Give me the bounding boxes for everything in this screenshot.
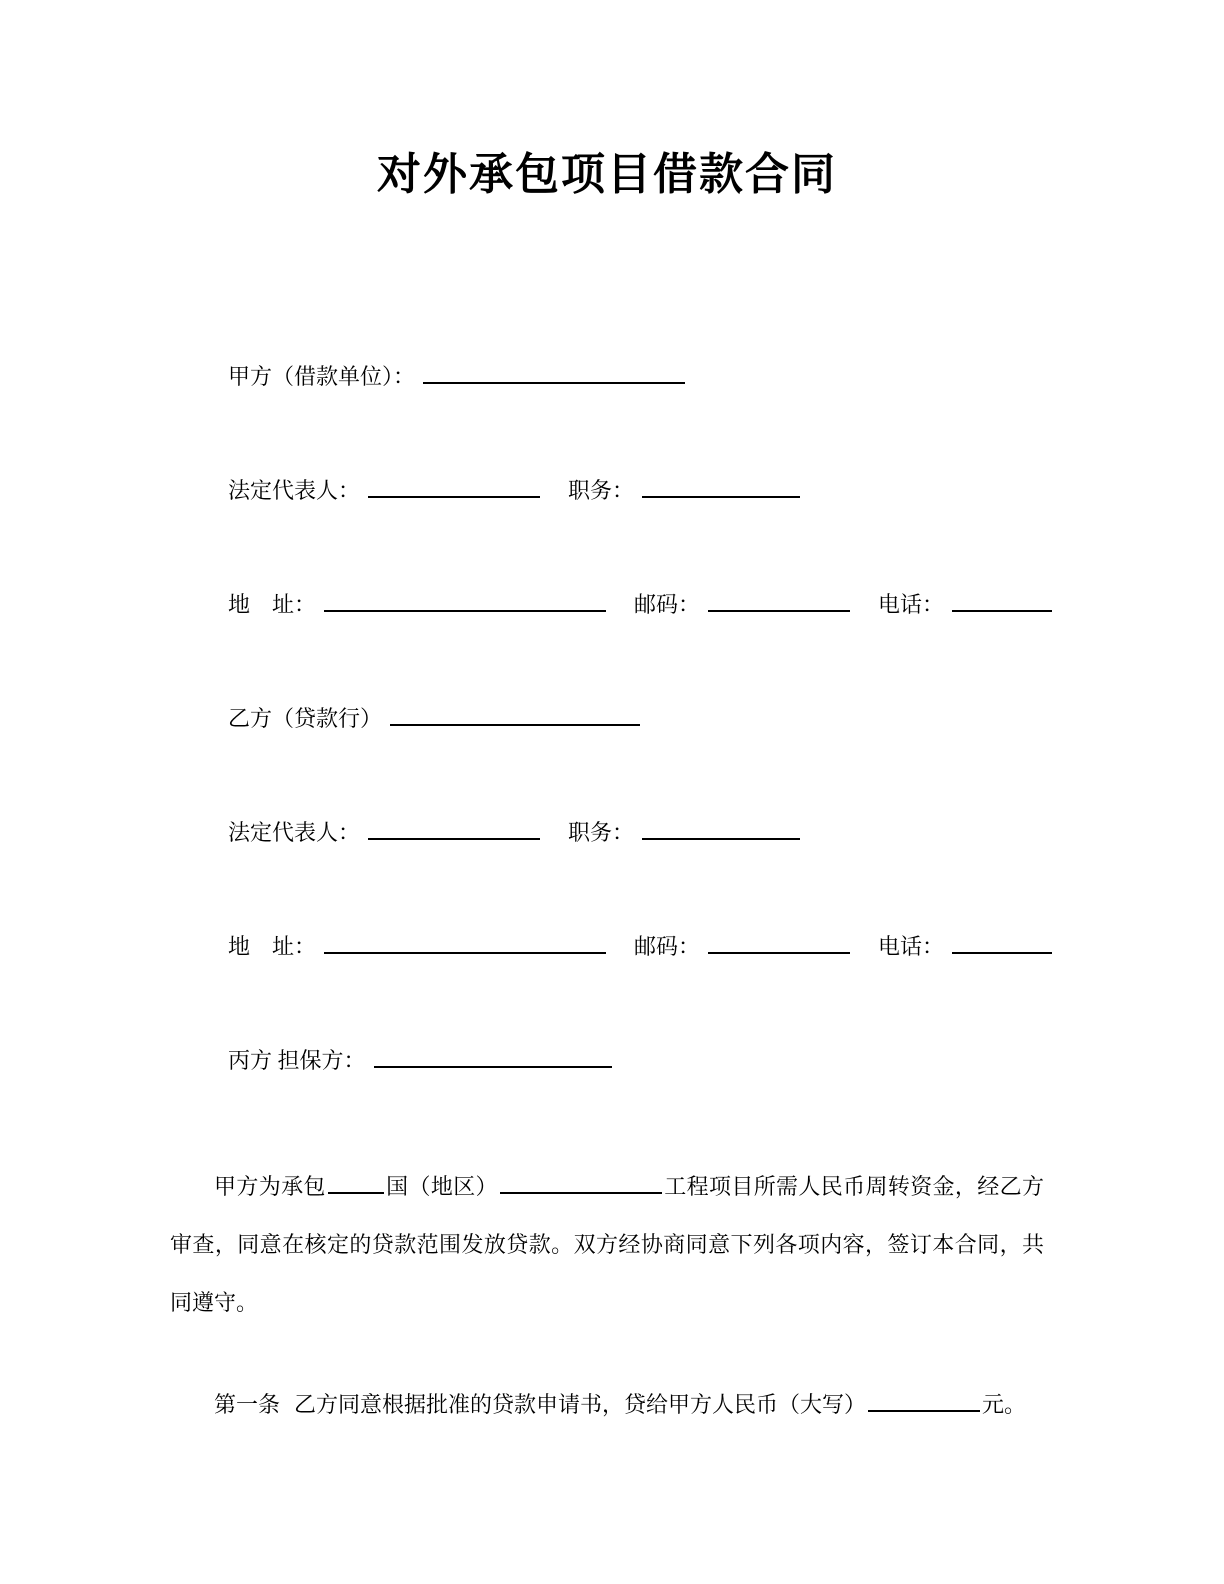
position-blank: [642, 816, 800, 840]
party-c-label: 丙方 担保方：: [228, 1048, 366, 1073]
party-b-legal-rep-row: [228, 816, 1044, 848]
position-label: 职务：: [568, 820, 635, 845]
postcode-blank: [708, 930, 850, 954]
article-1-text: 乙方同意根据批准的贷款申请书，贷给甲方人民币（大写）: [294, 1392, 867, 1417]
party-b-label: 乙方（贷款行）: [228, 706, 383, 731]
postcode-blank: [708, 588, 850, 612]
address-blank: [324, 930, 606, 954]
party-c-blank: [374, 1044, 612, 1068]
address-label: 地 址：: [228, 934, 317, 959]
country-blank: [328, 1170, 384, 1194]
intro-mid: 国（地区）: [385, 1174, 498, 1199]
intro-lead: 甲方为承包: [214, 1174, 326, 1199]
party-a-blank: [423, 360, 685, 384]
document-title: 对外承包项目借款合同: [377, 149, 837, 200]
party-a-legal-rep-row: [228, 474, 1044, 506]
article-1-suffix: 元。: [982, 1392, 1027, 1417]
intro-paragraph: [170, 1158, 1044, 1332]
party-a-label: 甲方（借款单位）：: [228, 364, 416, 389]
address-label: 地 址：: [228, 592, 317, 617]
legal-rep-blank: [368, 816, 540, 840]
legal-rep-label: 法定代表人：: [228, 820, 361, 845]
postcode-label: 邮码：: [634, 592, 701, 617]
phone-label: 电话：: [878, 934, 945, 959]
article-1-number: 第一条: [214, 1392, 281, 1417]
party-b-blank: [390, 702, 640, 726]
phone-label: 电话：: [878, 592, 945, 617]
phone-blank: [952, 588, 1052, 612]
postcode-label: 邮码：: [634, 934, 701, 959]
amount-blank: [868, 1388, 980, 1412]
position-label: 职务：: [568, 478, 635, 503]
party-b-address-row: [228, 930, 1044, 962]
region-blank: [500, 1170, 662, 1194]
position-blank: [642, 474, 800, 498]
legal-rep-blank: [368, 474, 540, 498]
party-b-row: [228, 702, 1044, 734]
party-a-address-row: [228, 588, 1044, 620]
address-blank: [324, 588, 606, 612]
party-a-row: [228, 360, 1044, 392]
article-1-paragraph: [170, 1376, 1044, 1434]
phone-blank: [952, 930, 1052, 954]
intro-rest: 工程项目所需人民币周转资金，经乙方审查，同意在核定的贷款范围发放贷款。双方经协商同意下列各项内容，签订本合同，共同遵守。: [170, 1174, 1044, 1315]
legal-rep-label: 法定代表人：: [228, 478, 361, 503]
party-c-row: [228, 1044, 1044, 1076]
